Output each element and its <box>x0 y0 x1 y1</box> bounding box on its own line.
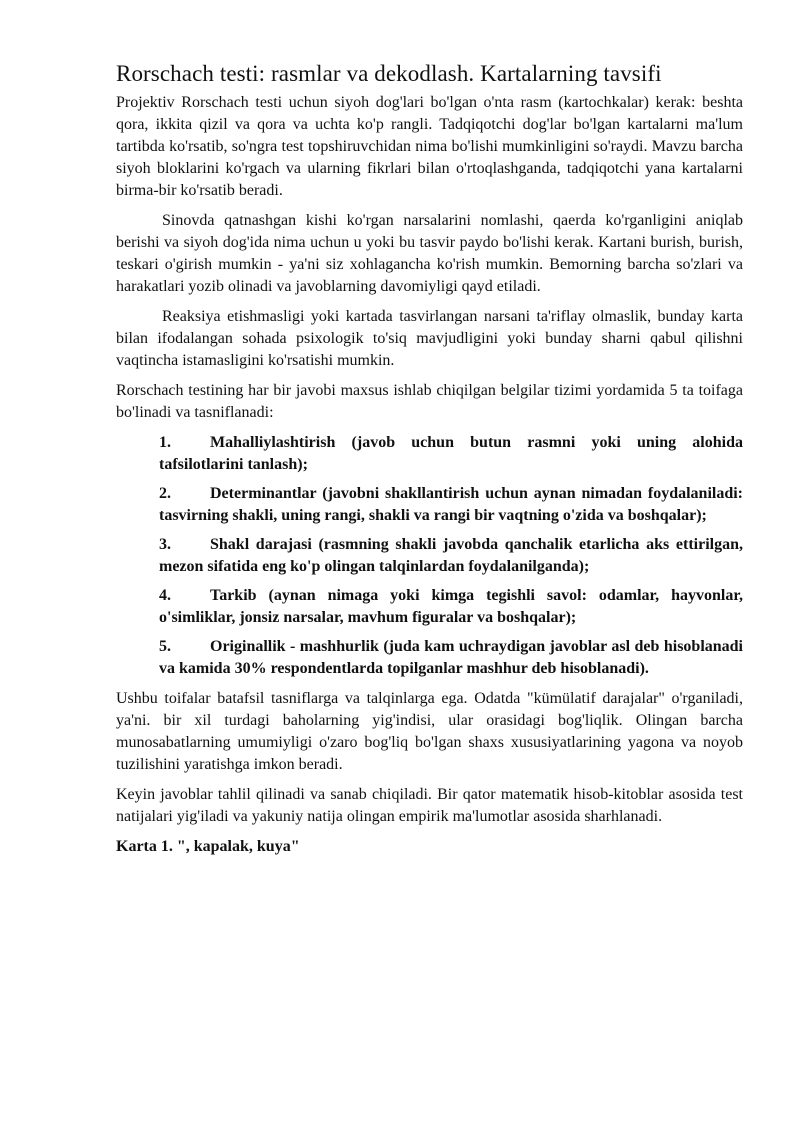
criteria-text: Shakl darajasi (rasmning shakli javobda qanchalik etarlicha aks ettirilgan, mezon sifatida eng ko'p olingan talqinlardan foydalanilganda); <box>159 536 743 575</box>
criteria-item <box>159 483 743 527</box>
document-page <box>116 60 743 858</box>
intro-paragraph-1: Projektiv Rorschach testi uchun siyoh dog'lari bo'lgan o'nta rasm (kartochkalar) kerak: beshta qora, ikkita qizil va qora va uchta ko'p rangli. Tadqiqotchi dog'lar bo'lgan kartalarni ma'lum tartibda ko'rsatib, so'ngra test topshiruvchidan nima bo'lishi mumkinligini so'raydi. Mavzu barcha siyoh bloklarini ko'rgach va ularning fikrlari bilan o'rtoqlashganda, tadqiqotchi yana kartalarni birma-bir ko'rsatib beradi. <box>116 94 743 199</box>
criteria-item <box>159 432 743 476</box>
document-title: Rorschach testi: rasmlar va dekodlash. Kartalarning tavsifi <box>116 61 662 86</box>
criteria-text: Determinantlar (javobni shakllantirish uchun aynan nimadan foydalaniladi: tasvirning shakli, uning rangi, shakli va rangi bir vaqtning o'zida va boshqalar); <box>159 485 743 524</box>
card-heading: Karta 1. ", kapalak, kuya" <box>116 838 300 855</box>
criteria-text: Originallik - mashhurlik (juda kam uchraydigan javoblar asl deb hisoblanadi va kamida 30% respondentlarda topilganlar mashhur deb hisoblanadi). <box>159 638 743 677</box>
criteria-number: 4. <box>159 587 171 604</box>
after-paragraph-1: Ushbu toifalar batafsil tasniflarga va talqinlarga ega. Odatda "kümülatif darajalar" o'rganiladi, ya'ni. bir xil turdagi baholarning yig'indisi, ular orasidagi bog'liqlik. Olingan barcha munosabatlarning umumiyligi o'zaro bog'liq bo'lgan shaxs xususiyatlarining yagona va noyob tuzilishini yaratishga imkon beradi. <box>116 690 743 773</box>
after-paragraph-2: Keyin javoblar tahlil qilinadi va sanab chiqiladi. Bir qator matematik hisob-kitoblar asosida test natijalari yig'iladi va yakuniy natija olingan empirik ma'lumotlar asosida sharhlanadi. <box>116 786 743 825</box>
criteria-item <box>159 534 743 578</box>
criteria-text: Tarkib (aynan nimaga yoki kimga tegishli savol: odamlar, hayvonlar, o'simliklar, jonsiz narsalar, mavhum figuralar va boshqalar); <box>159 587 743 626</box>
criteria-item <box>159 585 743 629</box>
criteria-list <box>116 432 743 680</box>
list-intro-paragraph: Rorschach testining har bir javobi maxsus ishlab chiqilgan belgilar tizimi yordamida 5 ta toifaga bo'linadi va tasniflanadi: <box>116 382 743 421</box>
criteria-number: 3. <box>159 536 171 553</box>
criteria-number: 1. <box>159 434 171 451</box>
criteria-number: 2. <box>159 485 171 502</box>
intro-paragraph-2: Sinovda qatnashgan kishi ko'rgan narsalarini nomlashi, qaerda ko'rganligini aniqlab berishi va siyoh dog'ida nima uchun u yoki bu tasvir paydo bo'lishi kerak. Kartani burish, burish, teskari o'girish mumkin - ya'ni siz xohlagancha ko'rish mumkin. Bemorning barcha so'zlari va harakatlari yozib olinadi va javoblarning davomiyligi qayd etiladi. <box>116 212 743 295</box>
criteria-text: Mahalliylashtirish (javob uchun butun rasmni yoki uning alohida tafsilotlarini tanlash); <box>159 434 743 473</box>
criteria-item <box>159 636 743 680</box>
criteria-number: 5. <box>159 638 171 655</box>
intro-paragraph-3: Reaksiya etishmasligi yoki kartada tasvirlangan narsani ta'riflay olmaslik, bunday karta bilan ifodalangan sohada psixologik to'siq mavjudligini yoki bunday sharni qabul qilishni vaqtincha istamasligini ko'rsatishi mumkin. <box>116 308 743 369</box>
